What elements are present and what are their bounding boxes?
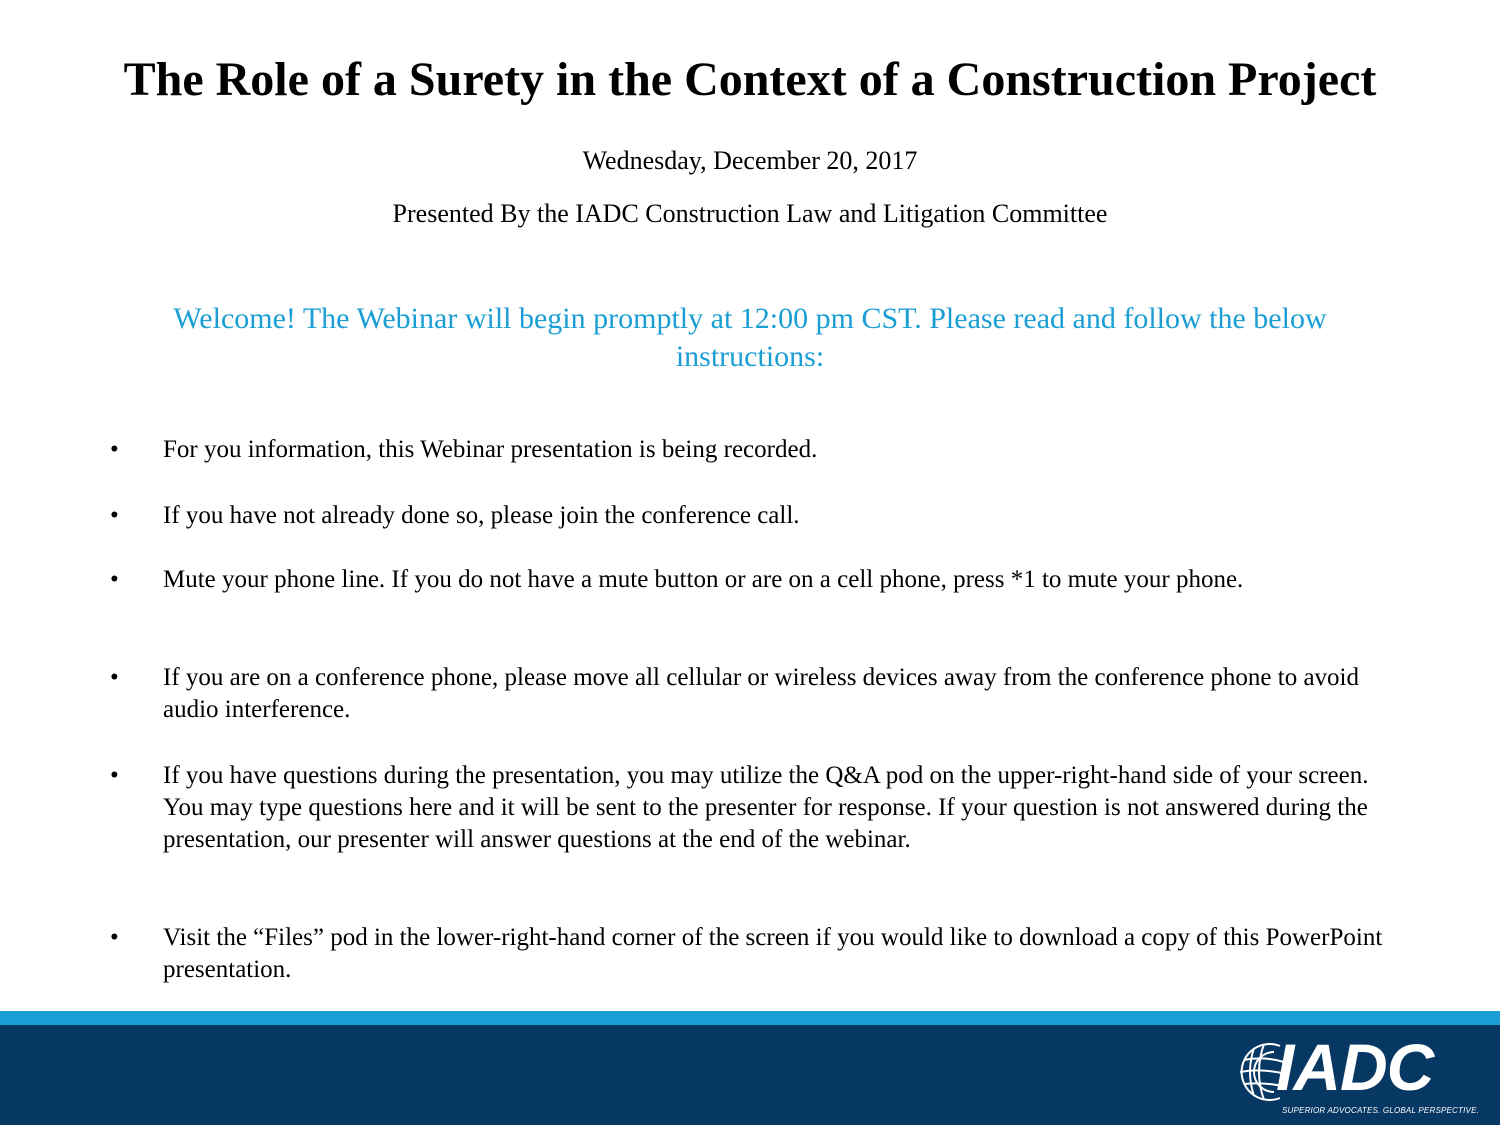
- list-item-text: Visit the “Files” pod in the lower-right-hand corner of the screen if you would like to download a copy of this PowerPoint presentation.: [163, 924, 1383, 983]
- list-item: [110, 760, 1390, 856]
- slide-date: Wednesday, December 20, 2017: [582, 146, 918, 175]
- list-item-text: If you are on a conference phone, please move all cellular or wireless devices away from the conference phone to avoid audio interference.: [163, 664, 1359, 723]
- slide-title: The Role of a Surety in the Context of a Construction Project: [123, 53, 1377, 106]
- logo-tagline: SUPERIOR ADVOCATES. GLOBAL PERSPECTIVE.: [1282, 1106, 1480, 1115]
- list-item: [110, 662, 1390, 726]
- bullet-marker: •: [110, 502, 119, 529]
- list-item-text: Mute your phone line. If you do not have a mute button or are on a cell phone, press *1 to mute your phone.: [163, 566, 1244, 593]
- slide-presenter: Presented By the IADC Construction Law and Litigation Committee: [392, 199, 1108, 228]
- logo-wordmark: IADC: [1276, 1030, 1434, 1104]
- list-item: [110, 564, 1390, 596]
- bullet-marker: •: [110, 762, 119, 789]
- bullet-marker: •: [110, 566, 119, 593]
- list-item: [110, 434, 1390, 466]
- list-item: [110, 922, 1390, 986]
- list-item: [110, 500, 1390, 532]
- list-item-text: If you have questions during the presentation, you may utilize the Q&A pod on the upper-right-hand side of your screen. You may type questions here and it will be sent to the presenter for response. If your question is not answered during the presentation, our presenter will answer questions at the end of the webinar.: [163, 762, 1369, 853]
- iadc-logo: [1234, 1030, 1480, 1120]
- bullet-marker: •: [110, 664, 119, 691]
- bullet-marker: •: [110, 436, 119, 463]
- bullet-marker: •: [110, 924, 119, 951]
- list-item-text: If you have not already done so, please join the conference call.: [163, 502, 800, 529]
- footer-accent-stripe: [0, 1011, 1500, 1025]
- welcome-message: Welcome! The Webinar will begin promptly at 12:00 pm CST. Please read and follow the below instructions:: [173, 302, 1327, 373]
- list-item-text: For you information, this Webinar presentation is being recorded.: [163, 436, 818, 463]
